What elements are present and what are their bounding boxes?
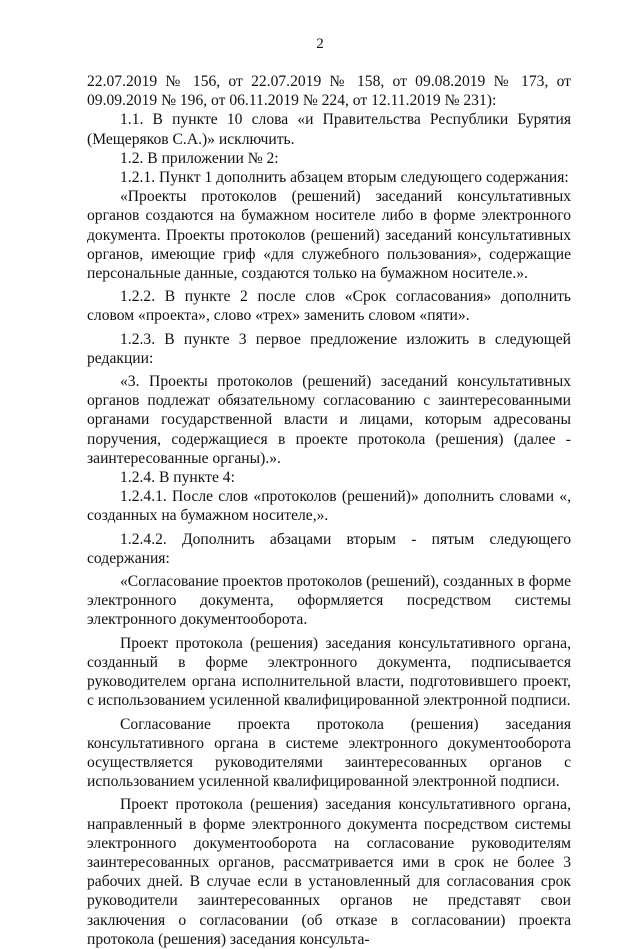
paragraph-review-term: Проект протокола (решения) заседания консультативного органа, направленный в форме электронного документа посредством системы электронного документооборота на согласование руководителям заинтересованных органов, рассматривается ими в срок не более 3 рабочих дней. В случае если в установленный для согласования срок руководители заинтересованных органов не представят свои заключения о согласовании (об отказе в согласовании) проекта протокола (решения) заседания консульта-	[87, 796, 571, 948]
paragraph-1-1: 1.1. В пункте 10 слова «и Правительства Республики Бурятия (Мещеряков С.А.)» исключить.	[87, 111, 571, 148]
document-body	[87, 72, 571, 949]
paragraph-1-2-4: 1.2.4. В пункте 4:	[120, 469, 235, 487]
paragraph-quote-2: «3. Проекты протоколов (решений) заседаний консультативных органов подлежат обязательному согласованию с заинтересованными органами государственной власти и лицами, которым адресованы поручения, содержащиеся в проекте протокола (решения) (далее - заинтересованные органы).».	[87, 373, 571, 467]
paragraph-continuation: 22.07.2019 № 156, от 22.07.2019 № 158, от 09.08.2019 № 173, от 09.09.2019 № 196, от 06.11.2019 № 224, от 12.11.2019 № 231):	[87, 73, 571, 110]
paragraph-signing: Проект протокола (решения) заседания консультативного органа, созданный в форме электронного документа, подписывается руководителем органа исполнительной власти, подготовившего проект, с использованием усиленной квалифицированной электронной подписи.	[87, 634, 571, 710]
page-number: 2	[316, 36, 324, 52]
paragraph-quote-1: «Проекты протоколов (решений) заседаний консультативных органов создаются на бумажном носителе либо в форме электронного документа. Проекты протоколов (решений) заседаний консультативных органов, имеющие гриф «для служебного пользования», содержащие персональные данные, создаются только на бумажном носителе.».	[87, 188, 571, 283]
paragraph-1-2: 1.2. В приложении № 2:	[120, 149, 279, 167]
paragraph-quote-3: «Согласование проектов протоколов (решений), созданных в форме электронного документа, оформляется посредством системы электронного документооборота.	[87, 573, 571, 629]
paragraph-1-2-3: 1.2.3. В пункте 3 первое предложение изложить в следующей редакции:	[87, 330, 571, 367]
paragraph-approval: Согласование проекта протокола (решения) заседания консультативного органа в системе электронного документооборота осуществляется руководителями заинтересованных органов с использованием усиленной квалифицированной электронной подписи.	[87, 715, 571, 791]
paragraph-1-2-1: 1.2.1. Пункт 1 дополнить абзацем вторым следующего содержания:	[120, 169, 569, 187]
paragraph-1-2-2: 1.2.2. В пункте 2 после слов «Срок согласования» дополнить словом «проекта», слово «трех» заменить словом «пяти».	[87, 288, 571, 325]
paragraph-1-2-4-1: 1.2.4.1. После слов «протоколов (решений)» дополнить словами «, созданных на бумажном носителе,».	[87, 488, 571, 525]
paragraph-1-2-4-2: 1.2.4.2. Дополнить абзацами вторым - пятым следующего содержания:	[87, 530, 571, 567]
